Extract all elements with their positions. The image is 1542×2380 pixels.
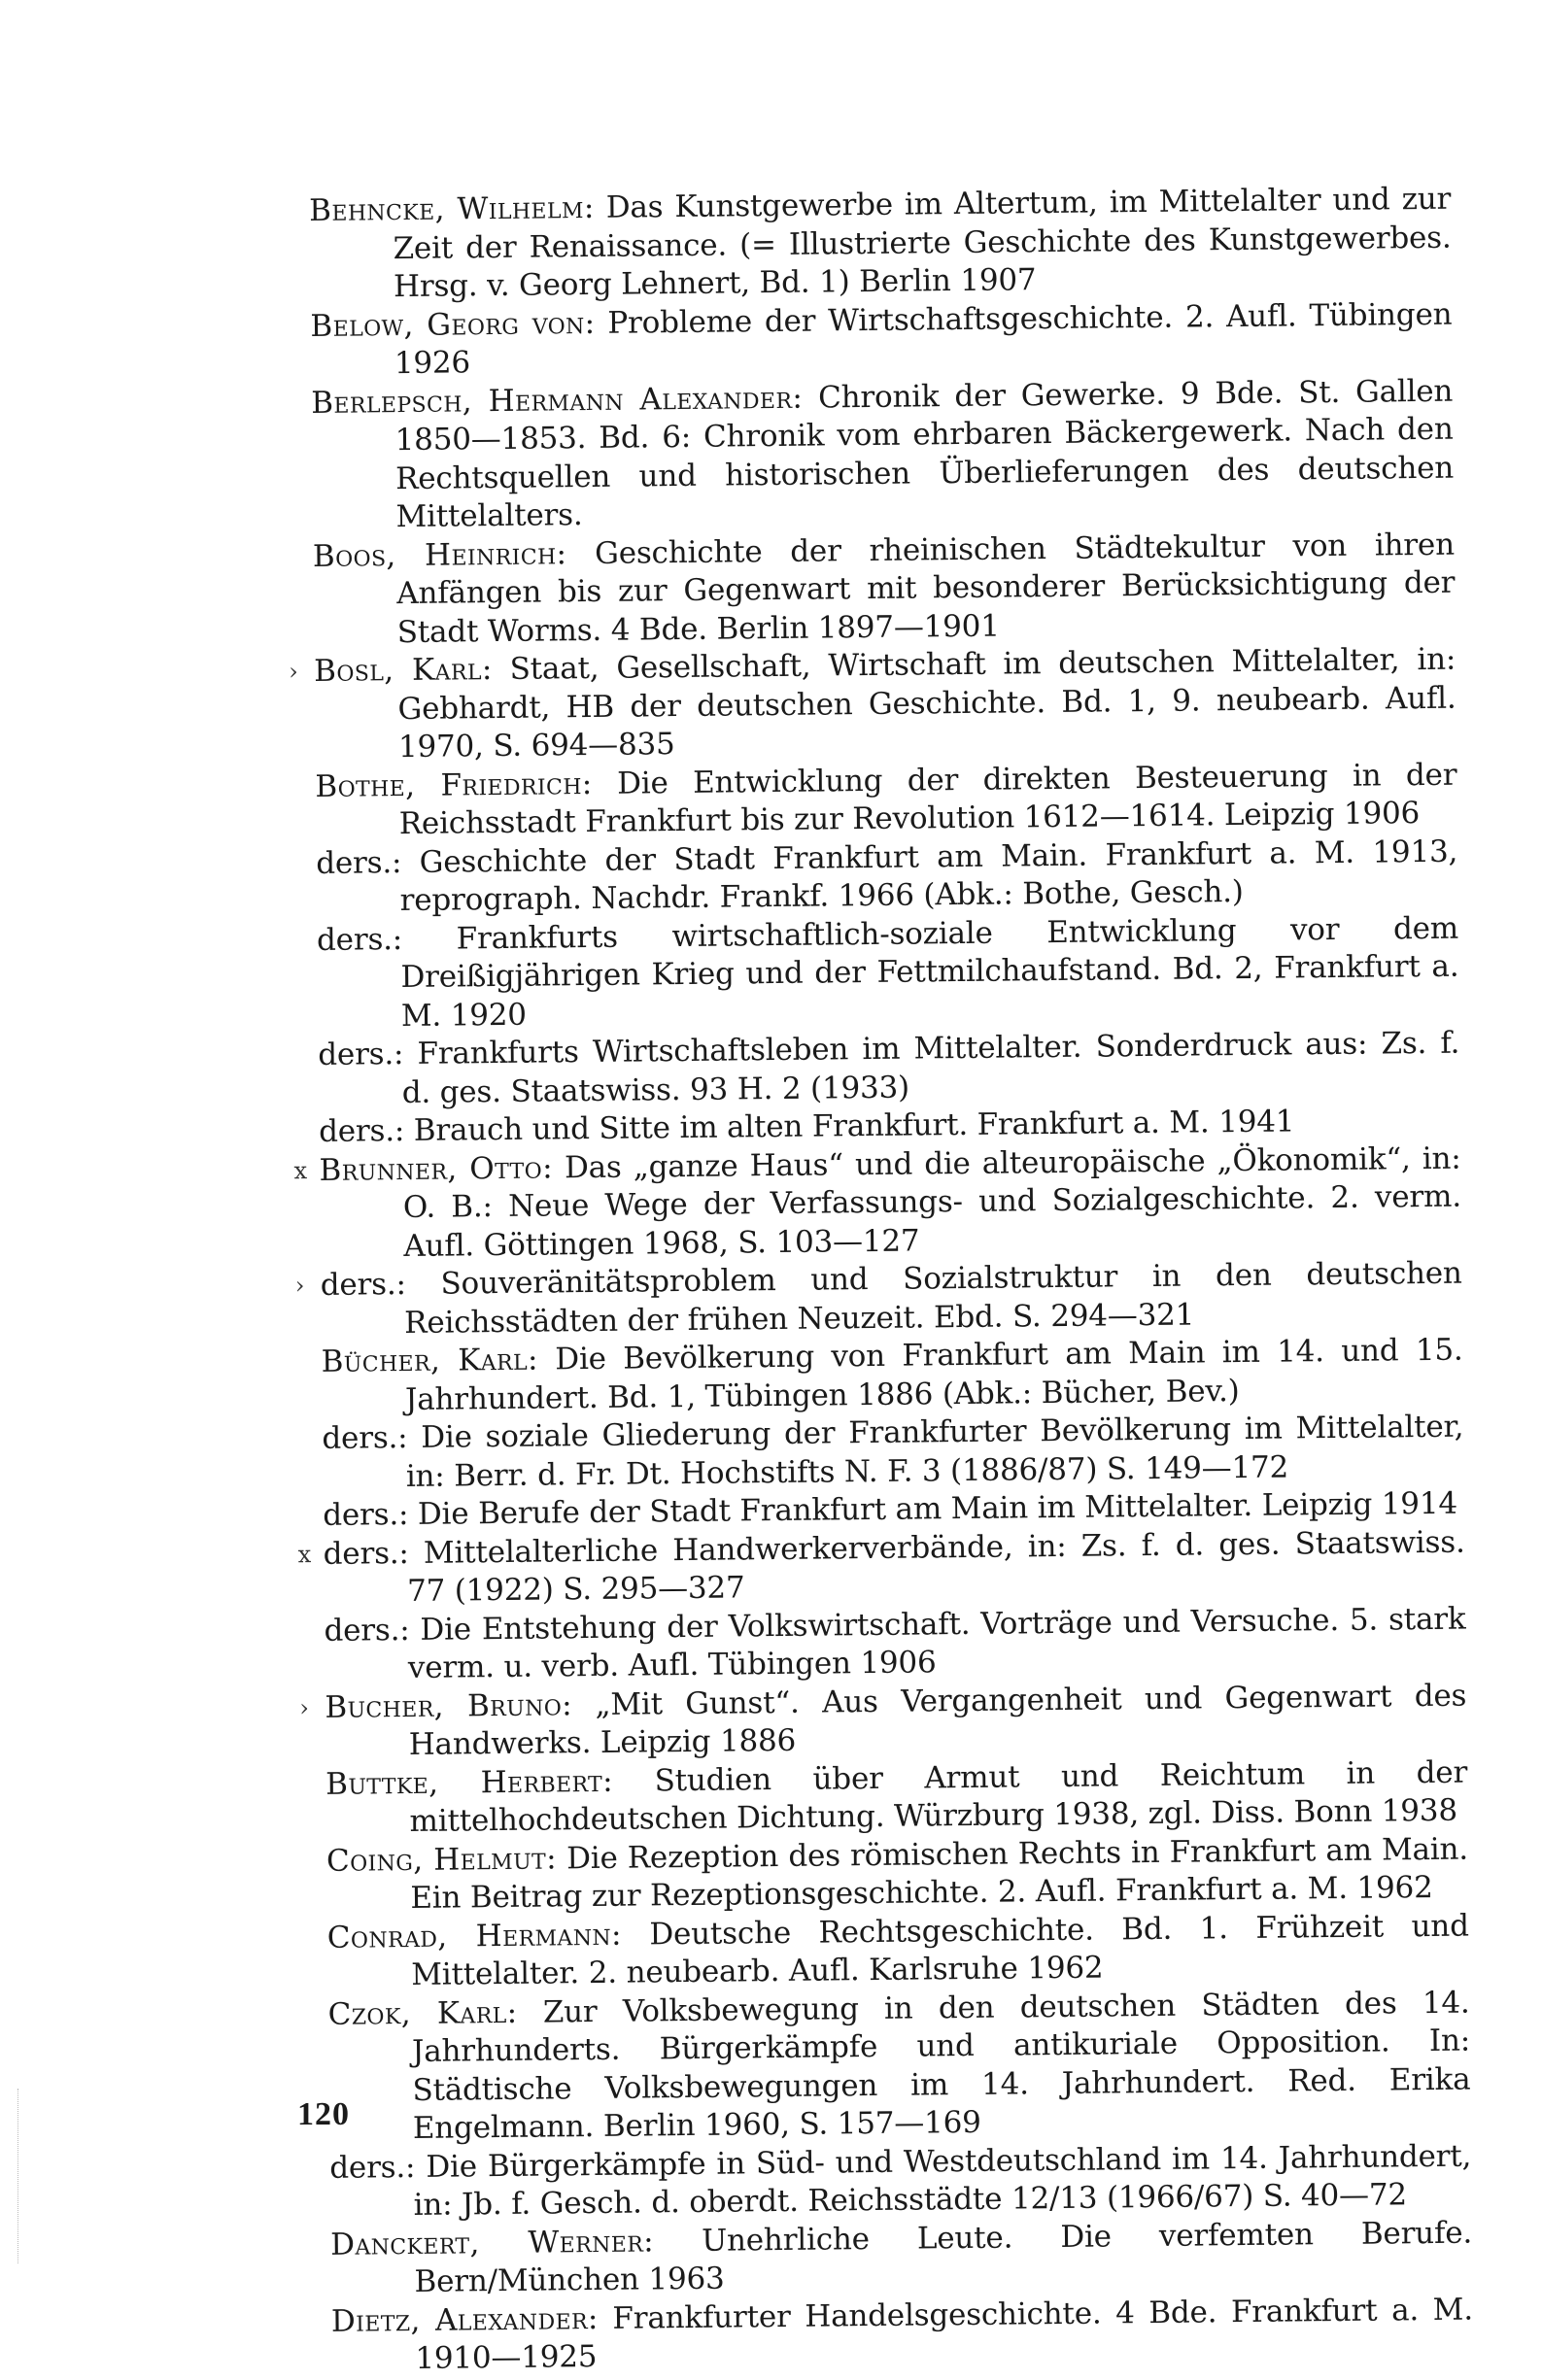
entry-text: Die Entwicklung der direkten Besteuerung in der Reichsstadt Frankfurt bis zur Revolution 1612—1614. Leipzig 1906 (399, 757, 1457, 841)
entry-author: Czok, Karl: (327, 1994, 517, 2031)
entry-author: Dietz, Alexander: (331, 2301, 599, 2339)
entry-text: Deutsche Rechtsgeschichte. Bd. 1. Frühzeit und Mittelalter. 2. neubearb. Aufl. Karlsruhe 1962 (411, 1908, 1469, 1992)
entry-author: Danckert, Werner: (330, 2224, 654, 2261)
bibliography-entry (329, 2137, 1472, 2226)
bibliography-entry (310, 295, 1453, 384)
entry-text: Studien über Armut und Reichtum in der mittelhochdeutschen Dichtung. Würzburg 1938, zgl. Diss. Bonn 1938 (409, 1754, 1467, 1839)
entry-text: ders.: Frankfurts Wirtschaftsleben im Mittelalter. Sonderdruck aus: Zs. f. d. ges. Staatswiss. 93 H. 2 (1933) (318, 1026, 1459, 1110)
scan-edge-marks (17, 2089, 96, 2263)
bibliography-entry (331, 2291, 1474, 2379)
bibliography-entry (316, 833, 1458, 921)
entry-text: ders.: Mittelalterliche Handwerkerverbände, in: Zs. f. d. ges. Staatswiss. 77 (1922) S. 295—327 (323, 1524, 1464, 1609)
bibliography-entry (315, 756, 1457, 844)
entry-text: ders.: Die Bürgerkämpfe in Süd- und Westdeutschland im 14. Jahrhundert, in: Jb. f. Gesch. d. oberdt. Reichsstädte 12/13 (1966/67) S. 40—72 (329, 2138, 1471, 2223)
entry-text: ders.: Geschichte der Stadt Frankfurt am Main. Frankfurt a. M. 1913, reprograph. Nachdr. Frankf. 1966 (Abk.: Bothe, Gesch.) (316, 833, 1457, 918)
entry-author: Buttke, Herbert: (326, 1763, 613, 1801)
entry-author: Bücher, Karl: (321, 1343, 538, 1379)
margin-mark: x (297, 1536, 311, 1575)
bibliography-entry (311, 372, 1455, 537)
bibliography-entry (313, 526, 1456, 653)
entry-text: Unehrliche Leute. Die verfemten Berufe. Bern/München 1963 (414, 2215, 1472, 2299)
entry-author: Berlepsch, Hermann Alexander: (311, 380, 803, 420)
bibliography-entry (323, 1523, 1465, 1612)
entry-author: Coing, Helmut: (326, 1841, 557, 1878)
bibliography-entry (318, 1025, 1460, 1113)
entry-author: Below, Georg von: (310, 305, 595, 343)
page-number: 120 (297, 2096, 350, 2133)
bibliography-entry (317, 909, 1459, 1037)
bibliography-entry (330, 2214, 1473, 2302)
entry-text: Die Bevölkerung von Frankfurt am Main im 14. und 15. Jahrhundert. Bd. 1, Tübingen 1886 (Abk.: Bücher, Bev.) (405, 1333, 1463, 1417)
entry-text: Das Kunstgewerbe im Altertum, im Mittelalter und zur Zeit der Renaissance. (= Illustrierte Geschichte des Kunstgewerbes. Hrsg. v. Georg Lehnert, Bd. 1) Berlin 1907 (393, 182, 1451, 304)
bibliography-entry (321, 1332, 1463, 1420)
margin-mark: › (295, 1267, 305, 1306)
entry-text: ders.: Brauch und Sitte im alten Frankfurt. Frankfurt a. M. 1941 (319, 1104, 1295, 1149)
bibliography-entry (326, 1830, 1469, 1919)
bibliography-entry (322, 1409, 1464, 1497)
entry-author: Bothe, Friedrich: (315, 765, 593, 803)
bibliography-entry (324, 1600, 1466, 1688)
bibliography-entry (325, 1677, 1467, 1765)
entry-text: ders.: Die Berufe der Stadt Frankfurt am Main im Mittelalter. Leipzig 1914 (323, 1486, 1457, 1533)
entry-text: Zur Volksbewegung in den deutschen Städten des 14. Jahrhunderts. Bürgerkämpfe und antikuriale Opposition. In: Städtische Volksbewegungen im 14. Jahrhundert. Red. Erika Engelmann. Berlin 1960, S. 157—169 (412, 1985, 1471, 2146)
bibliography-entry (326, 1753, 1468, 1842)
bibliography-list (309, 181, 1474, 2380)
entry-author: Bosl, Karl: (314, 652, 493, 689)
bibliography-entry (319, 1139, 1461, 1267)
entry-text: ders.: Souveränitätsproblem und Sozialstruktur in den deutschen Reichsstädten der frühen Neuzeit. Ebd. S. 294—321 (321, 1256, 1462, 1341)
entry-text: Das „ganze Haus“ und die alteuropäische „Ökonomik“, in: O. B.: Neue Wege der Verfassungs- und Sozialgeschichte. 2. verm. Aufl. Göttingen 1968, S. 103—127 (403, 1140, 1461, 1263)
entry-text: Staat, Gesellschaft, Wirtschaft im deutschen Mittelalter, in: Gebhardt, HB der deutschen Geschichte. Bd. 1, 9. neubearb. Aufl. 1970, S. 694—835 (397, 642, 1456, 765)
entry-text: ders.: Die Entstehung der Volkswirtschaft. Vorträge und Versuche. 5. stark verm. u. verb. Aufl. Tübingen 1906 (324, 1601, 1465, 1685)
bibliography-entry (321, 1255, 1463, 1343)
margin-mark: › (299, 1689, 309, 1728)
entry-text: Probleme der Wirtschaftsgeschichte. 2. Aufl. Tübingen 1926 (394, 296, 1453, 381)
entry-author: Bucher, Bruno: (325, 1687, 572, 1725)
bibliography-entry (309, 181, 1452, 308)
entry-author: Conrad, Hermann: (327, 1917, 622, 1955)
margin-mark: x (293, 1152, 307, 1191)
bibliography-entry (314, 641, 1456, 768)
entry-author: Boos, Heinrich: (313, 536, 567, 574)
entry-text: Geschichte der rheinischen Städtekultur von ihren Anfängen bis zur Gegenwart mit besonderer Berücksichtigung der Stadt Worms. 4 Bde. Berlin 1897—1901 (396, 527, 1455, 649)
entry-author: Brunner, Otto: (319, 1150, 553, 1188)
bibliography-entry (327, 1984, 1471, 2149)
entry-text: Die Rezeption des römischen Rechts in Frankfurt am Main. Ein Beitrag zur Rezeptionsgeschichte. 2. Aufl. Frankfurt a. M. 1962 (410, 1831, 1468, 1916)
entry-text: Frankfurter Handelsgeschichte. 4 Bde. Frankfurt a. M. 1910—1925 (415, 2292, 1473, 2376)
bibliography-entry (327, 1907, 1470, 1995)
margin-mark: › (289, 653, 298, 692)
entry-author: Behncke, Wilhelm: (309, 190, 595, 228)
entry-text: „Mit Gunst“. Aus Vergangenheit und Gegenwart des Handwerks. Leipzig 1886 (409, 1678, 1467, 1762)
entry-text: ders.: Die soziale Gliederung der Frankfurter Bevölkerung im Mittelalter, in: Berr. d. Fr. Dt. Hochstifts N. F. 3 (1886/87) S. 149—172 (322, 1410, 1463, 1494)
entry-text: Chronik der Gewerke. 9 Bde. St. Gallen 1850—1853. Bd. 6: Chronik vom ehrbaren Bäckergewerk. Nach den Rechtsquellen und historischen Überlieferungen des deutschen Mittelalters. (394, 373, 1454, 534)
entry-text: ders.: Frankfurts wirtschaftlich-soziale Entwicklung vor dem Dreißigjährigen Krieg und der Fettmilchaufstand. Bd. 2, Frankfurt a. M. 1920 (317, 910, 1459, 1033)
